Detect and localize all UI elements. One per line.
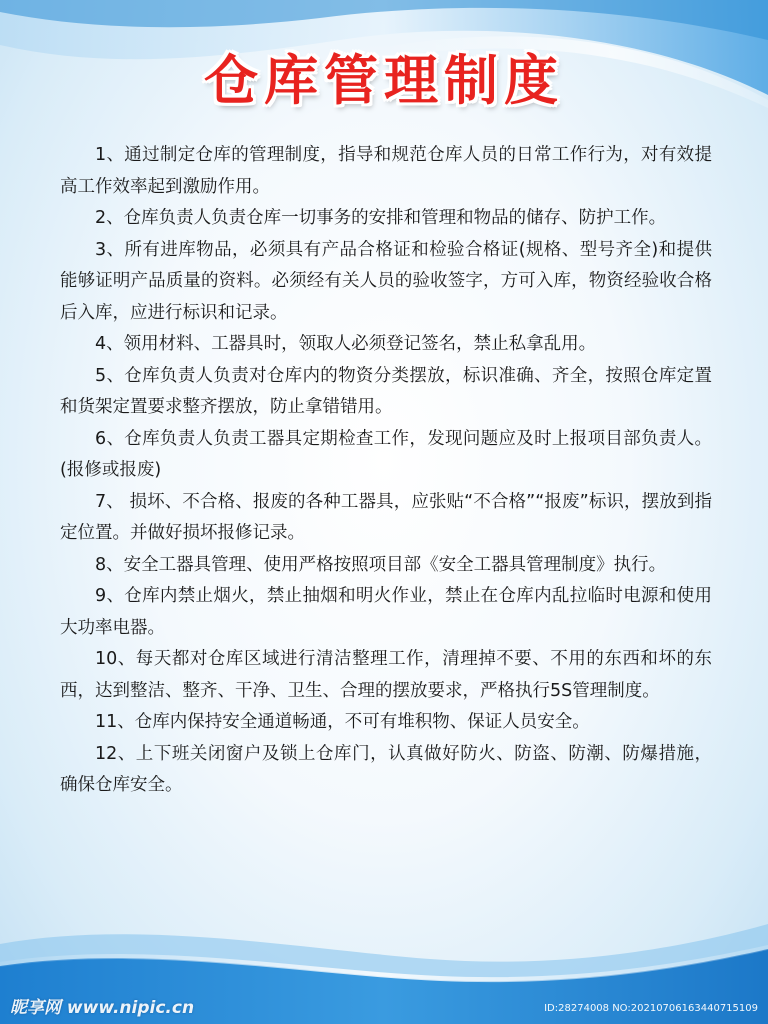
rule-item: 6、仓库负责人负责工器具定期检查工作，发现问题应及时上报项目部负责人。(报修或报废): [60, 428, 712, 480]
page-title: 仓库管理制度: [204, 49, 564, 112]
rule-item: 12、上下班关闭窗户及锁上仓库门，认真做好防火、防盗、防潮、防爆措施，确保仓库安全。: [60, 743, 712, 795]
rule-item: 2、仓库负责人负责仓库一切事务的安排和管理和物品的储存、防护工作。: [95, 208, 667, 228]
rule-item: 11、仓库内保持安全通道畅通，不可有堆积物、保证人员安全。: [95, 712, 590, 732]
rule-item: 1、通过制定仓库的管理制度，指导和规范仓库人员的日常工作行为，对有效提高工作效率起到激励作用。: [60, 145, 712, 197]
rule-item: 4、领用材料、工器具时，领取人必须登记签名，禁止私拿乱用。: [95, 334, 597, 354]
rule-item: 9、仓库内禁止烟火，禁止抽烟和明火作业，禁止在仓库内乱拉临时电源和使用大功率电器。: [60, 586, 712, 638]
rule-item: 10、每天都对仓库区域进行清洁整理工作，清理掉不要、不用的东西和坏的东西，达到整洁、整齐、干净、卫生、合理的摆放要求，严格执行5S管理制度。: [60, 649, 712, 701]
rule-item: 5、仓库负责人负责对仓库内的物资分类摆放，标识准确、齐全，按照仓库定置和货架定置要求整齐摆放，防止拿错错用。: [60, 365, 712, 417]
watermark-logo: 昵享网 www.nipic.cn: [10, 998, 195, 1018]
rule-item: 3、所有进库物品，必须具有产品合格证和检验合格证(规格、型号齐全)和提供能够证明产品质量的资料。必须经有关人员的验收签字，方可入库，物资经验收合格后入库，应进行标识和记录。: [60, 239, 712, 323]
image-id-label: ID:28274008 NO:20210706163440715109: [544, 1003, 758, 1014]
rule-item: 7、 损坏、不合格、报废的各种工器具，应张贴“不合格”“报废”标识，摆放到指定位置。并做好损坏报修记录。: [60, 491, 712, 543]
rules-list: [60, 140, 712, 802]
rule-item: 8、安全工器具管理、使用严格按照项目部《安全工器具管理制度》执行。: [95, 554, 667, 575]
